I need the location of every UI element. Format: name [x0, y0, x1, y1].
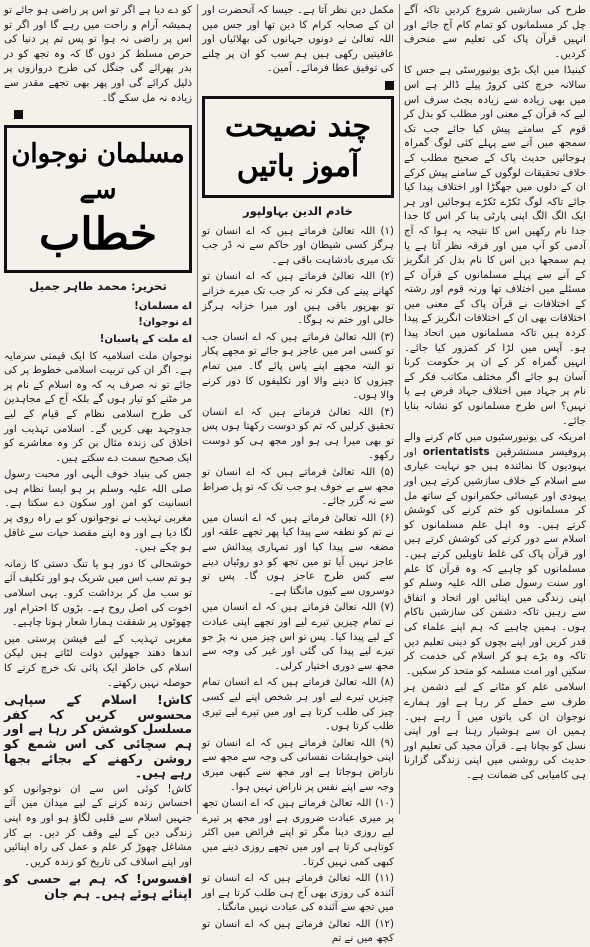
- advice-item: (۱۱) اللہ تعالیٰ فرماتے ہیں کہ اے انسان تو آئندہ کی روزی بھی آج ہی طلب کرتا ہے اور میں تجھ سے آئندہ کی عبادت نہیں مانگتا۔: [202, 873, 394, 914]
- right-paragraph-4-text: اور یہودیوں کا نمائندہ ہیں جو نہایت عیاری سے اسلام کے خلاف سازشیں کرتے ہیں اور یہودی اور عیسائی حکمرانوں کے ساتھ مل کر مسلمانوں کو ختم کرنے کی کوشش کرتے ہیں۔ وہ اہل علم مسلمانوں کو اسلام سے دور کرنے کی کوشش کرتے ہیں اور قرآن پاک کی غلط تاویلیں کرتے ہیں۔ مسلمانوں کو چاہیے کہ وہ قرآن کا علم اور سنت رسول صلی اللہ علیہ وسلم کو اپنی زندگی میں اپنائیں اور اتحاد و اتفاق سے رہیں تاکہ دشمن کی سازشیں ناکام ہوں۔ ہمیں چاہیے کہ ہم اپنے علماء کی قدر کریں اور اپنے بچوں کو دینی تعلیم دیں تاکہ وہ بڑے ہو کر اسلام کی خدمت کر سکیں اور امت مسلمہ کو متحد کر سکیں۔: [404, 446, 586, 677]
- article-headline-box: [202, 96, 394, 198]
- advice-item: (۱۰) اللہ تعالیٰ فرماتے ہیں کہ اے انسان تجھ پر میری عبادت ضروری ہے اور مجھ پر تیرے لیے روزی دینا مگر تو اپنے فرائض میں اکثر کوتاہی کرتا ہے اور میں تجھے روزی دینے میں کبھی کمی نہیں کرتا۔: [202, 798, 394, 868]
- advice-item: (۱) اللہ تعالیٰ فرماتے ہیں کہ اے انسان تو ہرگز کسی شیطان اور حاکم سے نہ ڈر جب تک میری بادشاہت باقی ہے۔: [202, 225, 394, 266]
- kaash-paragraph: کاش! کوئی اس سے ان نوجوانوں کو احساس زندہ کرنے کے لیے میدان میں آئے جنہیں اسلام سے قلبی لگاؤ ہو اور وہ اپنی زندگی دین کے لیے وقف کر دیں۔ بے کار مشاغل چھوڑ کر علم و عمل کی راہ اپنائیں اور اپنے اسلاف کی تاریخ کو زندہ کریں۔: [4, 783, 192, 868]
- article-headline-line1: مسلمان نوجوان سے: [11, 139, 185, 206]
- advice-item: (۶) اللہ تعالیٰ فرماتے ہیں کہ اے انسان میں نے تم کو نطفہ سے پیدا کیا پھر تجھے علقہ اور مضغہ سے پیدا کیا اور تمہاری پیدائش سے عاجز نہیں آیا تو میں تجھ کو دو روٹیاں دینے سے کس طرح عاجز ہوں گا۔ پس تو دوسروں سے کیوں مانگتا ہے۔: [202, 512, 394, 597]
- advice-item: (۹) اللہ تعالیٰ فرماتے ہیں کہ اے انسان تو اپنی خواہشات نفسانی کی وجہ سے مجھ سے ناراض ہوجاتا ہے اور مجھ سے کبھی میری وجہ سے اپنے نفس پر ناراض نہیں ہوا۔: [202, 737, 394, 793]
- right-paragraph-5: اسلامی علم کو مٹانے کے لیے دشمن ہر طرف سے حملے کر رہا ہے اور ہمارے نوجوان ان کی باتوں میں آ رہے ہیں۔ ہمیں ان سے ہوشیار رہنا ہے اور اپنی نسل کو بچانا ہے۔ قرآن مجید کی تعلیم اور حدیث کی روشنی میں اپنی زندگی گزارنا ہی کامیابی کی ضمانت ہے۔: [404, 682, 586, 781]
- advice-item: (۷) اللہ تعالیٰ فرماتے ہیں کہ اے انسان میں نے تمام چیزیں تیرے لیے اور تجھے اپنی عبادت کے لیے پیدا کیا۔ پس تو اس چیز میں نہ پڑ جو تیرے لیے پیدا کی گئی اور غیر کی وجہ سے مجھ سے دوری اختیار کرلی۔: [202, 602, 394, 672]
- left-paragraph: جس کی بنیاد خوف الٰہی اور محبت رسول صلی اللہ علیہ وسلم پر ہو ایسا نظام ہی انسانیت کو امن اور سکون دے سکتا ہے۔ مغربی تہذیب نے نوجوانوں کو بے راہ روی پر لگا دیا ہے اور وہ اپنے مقصد حیات سے غافل ہو چکے ہیں۔: [4, 469, 192, 554]
- salutation: اے ملت کے پاسبان!: [99, 333, 192, 345]
- square-bullet-icon: [14, 110, 23, 119]
- left-paragraph: مغربی تہذیب کے لیے فیشن پرستی میں اندھا دھند جھولیں دولت لٹاتے ہیں لیکن اسلام کی خاطر ایک پائی تک خرچ کرنے کا حوصلہ نہیں رکھتے۔: [4, 633, 192, 689]
- right-paragraph-3-text: امریکہ کی یونیورسٹیوں میں کام کرنے والے پروفیسر مستشرقین: [404, 432, 586, 458]
- left-column: [4, 4, 192, 901]
- left-paragraph: نوجوان ملت اسلامیہ کا ایک قیمتی سرمایہ ہے۔ اگر ان کی تربیت اسلامی خطوط پر کی جائے تو نہ صرف یہ کہ وہ اسلام کے نام پر مر مٹنے کو تیار ہوں گے بلکہ آج کے مجاہدین کی طرح اسلامی نظام کے قیام کے لیے جدوجہد بھی کریں گے۔ اسلامی تہذیب اور اخلاق کی زندہ مثال بن کر وہ معاشرے کو ایک صحیح سمت دے سکتے ہیں۔: [4, 350, 192, 464]
- right-paragraph-3: [404, 431, 586, 679]
- salutation: اے مسلمان!: [134, 300, 192, 312]
- right-paragraph-2: کینیڈا میں ایک بڑی یونیورسٹی ہے جس کا سالانہ خرچ کئی کروڑ پیلے ڈالر ہے اس میں بھی زیادہ سے زیادہ بجٹ سرف اس لیے کہ قرآن کے معنی اور مطلب کو بدل کر قوم کے سامنے پیش کیا جائے جب تک سمجھ میں آنے سے پہلے کئی لوگ گمراہ ہوجائیں حدیث پاک کے صحیح مطلب کے خلاف تحقیقات لوگوں کے سامنے پیش کرکے ان کے دلوں میں جھگڑا اور اختلاف پیدا کیا جائے تاکہ لوگ ٹکڑے ٹکڑے ہوجائیں اور ہر ایک الگ الگ اپنی پارٹی بنا کر اس کا جدا جدا نام رکھیں اس کا نتیجہ یہ ہوا کہ آج آدمی کو آپ میں اور فرقہ نظر آتا ہے یا ہم سمجھا دیں اس کا نام بدل کر انگریز کے آنے سے پہلے مسلمانوں کے قرآن کے مسئلے میں اختلاف تھا ورنہ قوم اور رشتہ کے اختلافات نے قرآن پاک کے معنی میں اختلافات بھی ان کے اختلافات انگریز کے پیدا کردہ ہیں تاکہ مسلمانوں میں اتحاد پیدا ہو۔ آپس میں لڑا کر کمزور کیا جائے۔ انہیں گمراہ کر کے ان پر حکومت کرنا آسان ہو جائے اگر مختلف مکاتب فکر کے نام پر جہاد میں اختلاف جہاد فرض ہے یا نہیں؟ اس طرح مسلمانوں کو نشانہ بنایا جائے۔: [404, 65, 586, 427]
- article-byline: خادم الدین بہاولپور: [243, 203, 353, 218]
- advice-item: (۵) اللہ تعالیٰ فرماتے ہیں کہ اے انسان تو مجھ سے بے خوف ہو جب تک کہ تو پل صراط سے نہ گزر جائے۔: [202, 467, 394, 508]
- right-paragraph-1: طرح کی سازشیں شروع کردیں تاکہ آگے چل کر مسلمانوں کو تمام کام آج جائے اور انہیں قرآن پاک کی تعلیم سے منحرف کردیں۔: [404, 5, 586, 60]
- article-byline: تحریر: محمد طاہر جمیل: [29, 279, 167, 294]
- salutation: اے نوجوان!: [138, 317, 192, 329]
- kaash-paragraph: کاش! اسلام کے سپاہی محسوس کریں کہ کفر مسلسل کوشش کر رہا ہے اور ہم سچائی کی اس شمع کو روشن رکھنے کے بجائے بجھا رہے ہیں۔: [4, 692, 192, 781]
- advice-item: (۸) اللہ تعالیٰ فرماتے ہیں کہ اے انسان تمام چیزیں تیرے لیے اور ہر شخص اپنے لیے کسی چیز کی طلب کرتا ہے اور میں تیرے لیے تیری طلب کرتا ہوں۔: [202, 677, 394, 733]
- left-paragraph: خوشحالی کا دور ہو یا تنگ دستی کا زمانہ ہو تم سب اس میں شریک ہو اور تکلیف آئے تو سب مل کر برداشت کرو۔ یہی اسلامی اخوت کی اصل روح ہے۔ بڑوں کا احترام اور چھوٹوں پر شفقت ہمارا شعار ہونا چاہیے۔: [4, 558, 192, 629]
- middle-intro-paragraph: مکمل دین نظر آتا ہے۔ جیسا کہ آنحضرت اور ان کے صحابہ کرام کا دین تھا اور جس میں اللہ تعالیٰ نے دونوں جہانوں کی بھلائیاں اور عافیتیں رکھی ہیں ہم سب کو ان پر چلنے کی توفیق عطا فرمائے۔ آمین۔: [202, 5, 394, 75]
- advice-item: (۲) اللہ تعالیٰ فرماتے ہیں کہ اے انسان تو کھانے پینے کی فکر نہ کر جب تک میرے خزانے تو بھرپور باقی ہیں اور میرا خزانہ ہرگز خالی اور ختم نہ ہوگا۔: [202, 271, 394, 327]
- orientalists-term: orientatists: [422, 446, 490, 458]
- left-intro-paragraph: کو دے دیا ہے اگر تو اس پر راضی ہو جائے تو ہمیشہ آرام و راحت میں رہے گا اور اگر تو اس پر راضی نہ ہوا تو پس تم پر دنیا کی حرص مسلط کر دوں گا کہ وہ تجھ کو در بدر پھرائے گی جنگل کی طرح دروازوں پر ذلیل کرائے گی اور پھر بھی تجھے مقدر سے زیادہ نہ مل سکے گا۔: [4, 5, 192, 104]
- article-headline: چند نصیحت آموز باتیں: [224, 108, 372, 184]
- middle-column: [202, 4, 394, 945]
- advice-item: (۱۲) اللہ تعالیٰ فرماتے ہیں کہ اے انسان تو کچھ میں نے تم: [202, 918, 394, 945]
- separator: [202, 80, 394, 92]
- article-headline-box: [4, 125, 192, 273]
- column-divider: [399, 4, 400, 814]
- square-bullet-icon: [385, 81, 394, 90]
- right-column: [404, 4, 586, 814]
- afsos-paragraph: افسوس! کہ ہم بے حسی کو اپنائے ہوئے ہیں۔ ہم جان: [4, 871, 192, 901]
- separator: [4, 109, 192, 121]
- column-divider: [197, 4, 198, 814]
- article-headline-line2: خطاب: [38, 209, 158, 261]
- advice-item: (۴) اللہ تعالیٰ فرماتے ہیں کہ اے انسان تحقیق کرلیں کہ تم کو دوست رکھتا ہوں پس تو بھی میرا ہی ہو اور مجھ ہی کو دوست رکھو۔: [202, 406, 394, 462]
- advice-item: (۳) اللہ تعالیٰ فرماتے ہیں کہ اے انسان جب تو کسی امر میں عاجز ہو جائے تو مجھے پکار تو البتہ مجھے اپنے پاس پائے گا۔ میں تمام چیزوں کا دینے والا اور تکلیفوں کا دور کرنے والا ہوں۔: [202, 331, 394, 402]
